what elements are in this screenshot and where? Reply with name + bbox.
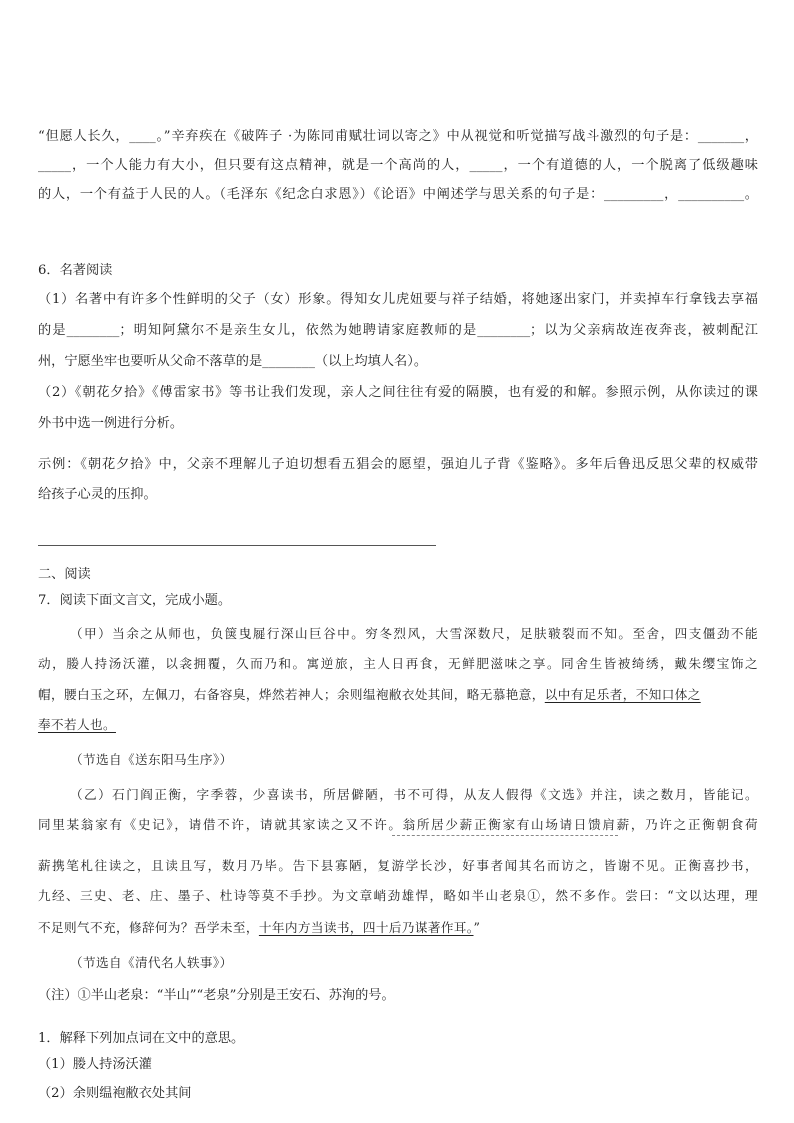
passage-jia-line-1: （甲）当余之从师也，负箧曳屣行深山巨谷中。穷冬烈风，大雪深数尺，足肤皲裂而不知。至舍，四支僵劲不能 <box>70 626 758 641</box>
punctuation-underline <box>392 835 618 836</box>
q6-example-line-1: 示例：《朝花夕拾》中，父亲不理解儿子迫切想看五猖会的愿望，强迫儿子背《鉴略》。多年后鲁迅反思父辈的权威带 <box>38 457 758 472</box>
passage-yi-line-3: 薪携笔札往读之，且读且写，数月乃毕。告下县寡陋，复游学长沙，好事者闻其名而访之，皆谢不见。正衡喜抄书， <box>38 858 758 873</box>
subquestion-1-item-1: （1）媵人持汤沃灌 <box>38 1057 152 1072</box>
fill-blank-line-3: 的人，一个有益于人民的人。（毛泽东《纪念白求恩》）《论语》中阐述学与思关系的句子是：_________，__________。 <box>38 187 758 202</box>
passage-yi-line-2: 同里某翁家有《史记》，请借不许，请就其家读之又不许。翁所居少薪正衡家有山场请日馈肩薪，乃许之正衡朝食荷 <box>38 817 758 832</box>
section-heading-reading: 二、阅读 <box>38 567 91 582</box>
passage-jia-line-2: 动，媵人持汤沃灌，以衾拥覆，久而乃和。寓逆旅，主人日再食，无鲜肥滋味之享。同舍生皆被绮绣，戴朱缨宝饰之 <box>38 656 758 671</box>
passage-yi-source: （节选自《清代名人轶事》） <box>70 955 233 970</box>
answer-rule <box>38 545 436 546</box>
q6-part2-line-1: （2）《朝花夕拾》《傅雷家书》等书让我们发现，亲人之间往往有爱的隔膜，也有爱的和解。参照示例，从你读过的课 <box>38 385 758 400</box>
underlined-sentence-yi: 十年内方当读书，四十后乃谋著作耳。 <box>258 920 474 935</box>
fill-blank-line-2: _____，一个人能力有大小，但只要有这点精神，就是一个高尚的人，_____，一个有道德的人，一个脱离了低级趣味 <box>38 158 758 173</box>
subquestion-1-item-2: （2）余则缊袍敝衣处其间 <box>38 1086 192 1101</box>
passage-jia-line-3-text: 帽，腰白玉之环，左佩刀，右备容臭，烨然若神人；余则缊袍敝衣处其间，略无慕艳意， <box>38 687 545 702</box>
question-7-heading: 7．阅读下面文言文，完成小题。 <box>38 593 232 608</box>
passage-yi-line-5 <box>38 919 480 937</box>
underlined-sentence-jia: 以中有足乐者，不知口体之 <box>544 687 701 702</box>
passage-yi-line-1: （乙）石门阎正衡，字季蓉，少喜读书，所居僻陋，书不可得，从友人假得《文选》并注，读之数月，皆能记。 <box>70 787 758 802</box>
subquestion-1-heading: 1．解释下列加点词在文中的意思。 <box>38 1031 245 1046</box>
q6-part2-line-2: 外书中选一例进行分析。 <box>38 416 184 431</box>
passage-yi-line-5-text: 不足则气不充，修辞何为？吾学未至， <box>38 920 259 935</box>
q6-part1-line-1: （1）名著中有许多个性鲜明的父子（女）形象。得知女儿虎妞要与祥子结婚，将她逐出家门，并卖掉车行拿钱去享福 <box>38 292 758 307</box>
fill-blank-line-1: “但愿人长久，____。”辛弃疾在《破阵子 ·为陈同甫赋壮词以寄之》中从视觉和听觉描写战斗激烈的句子是：_______， <box>38 129 758 144</box>
passage-yi-line-4: 九经、三史、老、庄、墨子、杜诗等莫不手抄。为文章峭劲雄悍，略如半山老泉①，然不多作。尝曰：“文以达理，理 <box>38 888 758 903</box>
closing-quote: ” <box>473 920 481 935</box>
q6-part1-line-2: 的是________；明知阿黛尔不是亲生女儿，依然为她聘请家庭教师的是________；以为父亲病故连夜奔丧，被刺配江 <box>38 323 758 338</box>
passage-jia-line-4 <box>38 716 758 734</box>
q6-example-line-2: 给孩子心灵的压抑。 <box>38 487 157 502</box>
underlined-sentence-jia-end: 奉不若人也。 <box>38 717 116 732</box>
passage-jia-line-3 <box>38 686 701 704</box>
annotation-note: （注）①半山老泉：“半山”“老泉”分别是王安石、苏洵的号。 <box>38 988 395 1003</box>
q6-part1-line-3: 州，宁愿坐牢也要听从父命不落草的是________（以上均填人名）。 <box>38 354 428 369</box>
passage-jia-source: （节选自《送东阳马生序》） <box>70 752 233 767</box>
question-6-heading: 6．名著阅读 <box>38 263 113 278</box>
